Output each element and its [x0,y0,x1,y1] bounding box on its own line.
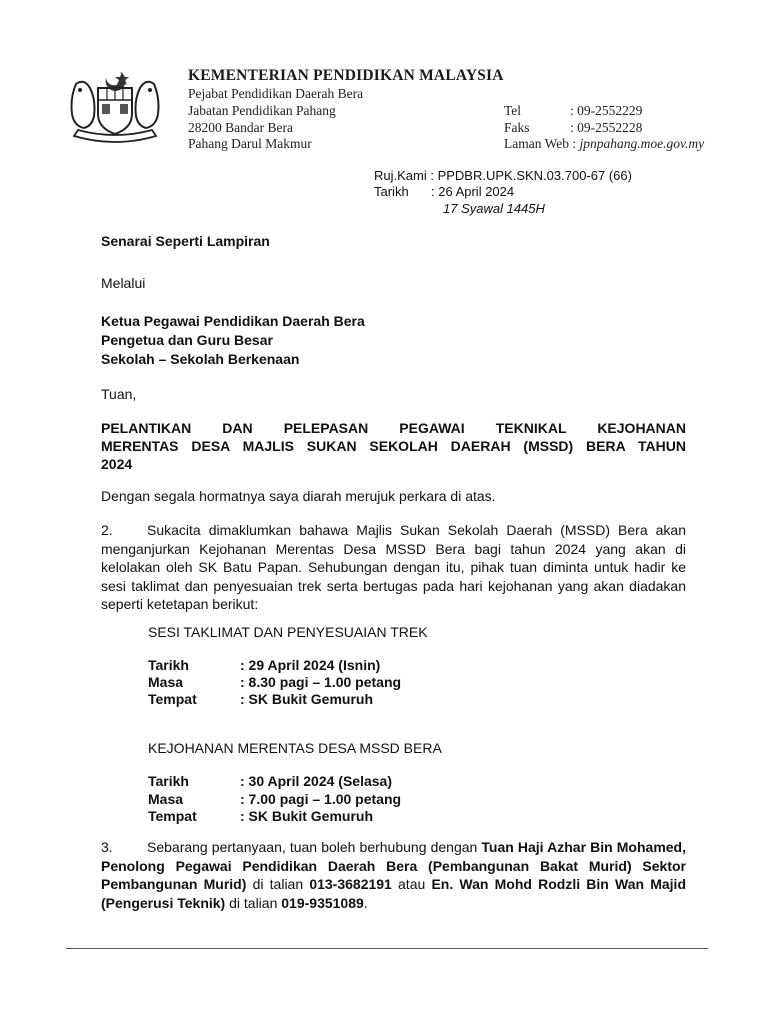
recipient-line-3: Sekolah – Sekolah Berkenaan [101,351,300,367]
salutation: Tuan, [101,386,137,402]
event-2-date-label: Tarikh [148,773,189,789]
contact-person-2: En. Wan Mohd Rodzli Bin Wan Majid (Pengerusi Teknik) [101,876,686,911]
via-label: Melalui [101,275,146,291]
event-1-date-value: : 29 April 2024 (Isnin) [240,657,381,673]
paragraph-3-text-5: . [363,894,368,911]
subject-line-2: MERENTAS DESA MAJLIS SUKAN SEKOLAH DAERAH (MSSD) BERA TAHUN [101,438,686,454]
event-2-title: KEJOHANAN MERENTAS DESA MSSD BERA [148,740,442,756]
event-2-venue-label: Tempat [148,808,197,824]
subject-line-1: PELANTIKAN DAN PELEPASAN PEGAWAI TEKNIKAL KEJOHANAN [101,420,686,436]
event-1-date-label: Tarikh [148,657,189,673]
ministry-title: KEMENTERIAN PENDIDIKAN MALAYSIA [188,67,504,84]
reference-number: Ruj.Kami : PPDBR.UPK.SKN.03.700-67 (66) [374,168,632,183]
malaysia-coat-of-arms-icon [62,66,168,148]
hijri-date: 17 Syawal 1445H [443,201,545,216]
event-2-date-value: : 30 April 2024 (Selasa) [240,773,393,789]
event-1-title: SESI TAKLIMAT DAN PENYESUAIAN TREK [148,624,428,640]
subject-line-3: 2024 [101,456,133,472]
address-line-3: 28200 Bandar Bera [188,120,293,135]
paragraph-3-text-3: atau [391,876,432,892]
event-2-time-label: Masa [148,791,184,807]
address-line-4: Pahang Darul Makmur [188,136,312,151]
recipient-line-1: Ketua Pegawai Pendidikan Daerah Bera [101,313,365,329]
event-1-time-label: Masa [148,674,184,690]
address-line-2: Jabatan Pendidikan Pahang [188,103,336,118]
paragraph-3-text-2: di talian [246,876,310,892]
fax-value: : 09-2552228 [570,120,643,135]
paragraph-3-text-1: Sebarang pertanyaan, tuan boleh berhubung dengan [147,839,482,855]
tel-value: : 09-2552229 [570,103,643,118]
footer-divider [66,948,708,949]
web-url[interactable]: jpnpahang.moe.gov.my [579,136,705,151]
address-line-1: Pejabat Pendidikan Daerah Bera [188,86,364,101]
paragraph-2-number: 2. [101,522,113,538]
date-label: Tarikh [374,184,409,199]
paragraph-3-text-4: di talian [225,894,282,911]
paragraph-2-text: Sukacita dimaklumkan bahawa Majlis Sukan Sekolah Daerah (MSSD) Bera akan menganjurkan Kejohanan Merentas Desa MSSD Bera bagi tahun 2024 yang akan di kelolakan oleh SK Batu Papan. Sehubungan dengan itu, pihak tuan diminta untuk hadir ke sesi taklimat dan penyesuaian trek serta bertugas pada hari kejohanan yang akan diadakan seperti ketetapan berikut: [101,522,686,612]
paragraph-3 [101,838,686,912]
contact-person-1: Tuan Haji Azhar Bin Mohamed, Penolong Pegawai Pendidikan Daerah Bera (Pembangunan Bakat Murid) Sektor Pembangunan Murid) [101,839,686,892]
recipient-line-2: Pengetua dan Guru Besar [101,332,273,348]
paragraph-3-number: 3. [101,839,113,855]
event-1-time-value: : 8.30 pagi – 1.00 petang [240,674,402,690]
contact-phone-2: 019-9351089 [281,894,364,911]
contact-phone-1: 013-3682191 [309,876,392,892]
paragraph-2 [101,521,686,614]
web-label: Laman Web : [504,136,577,151]
tel-label: Tel [504,103,522,118]
event-2-time-value: : 7.00 pagi – 1.00 petang [240,791,402,807]
date-value: : 26 April 2024 [431,184,515,199]
paragraph-1: Dengan segala hormatnya saya diarah merujuk perkara di atas. [101,488,496,504]
event-2-venue-value: : SK Bukit Gemuruh [240,808,374,824]
website [504,136,704,152]
fax-label: Faks [504,120,530,135]
recipient-list: Senarai Seperti Lampiran [101,233,270,249]
event-1-venue-label: Tempat [148,691,197,707]
event-1-venue-value: : SK Bukit Gemuruh [240,691,374,707]
